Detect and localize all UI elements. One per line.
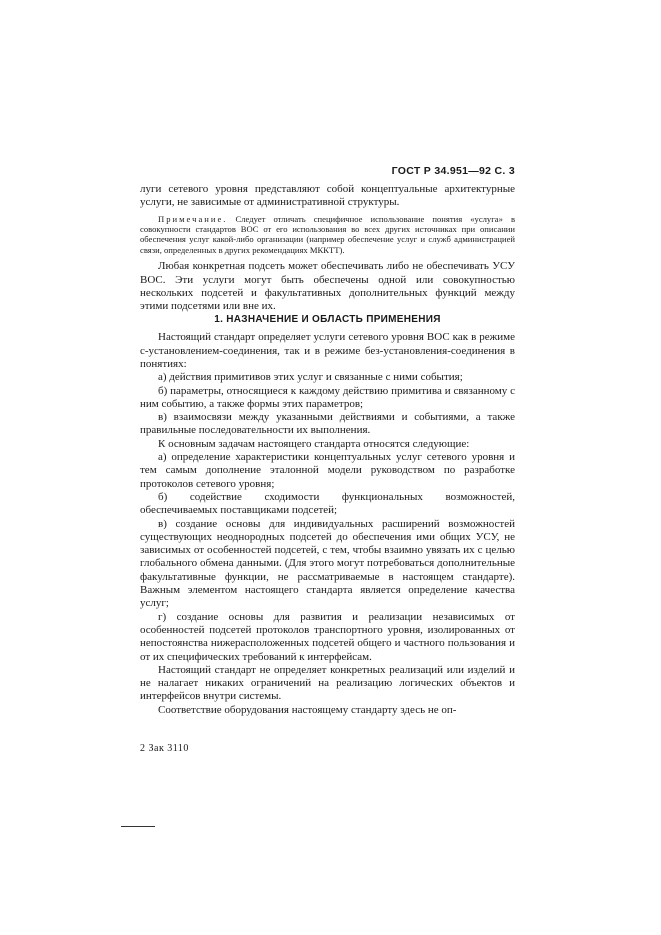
list-item-c: в) взаимосвязи между указанными действиями и событиями, а также правильные последовательности их выполнения. — [140, 411, 515, 437]
section-paragraph: Настоящий стандарт не определяет конкретных реализаций или изделий и не налагает никаких ограничений на реализацию логических объектов и интерфейсов внутри системы. — [140, 663, 515, 703]
paragraph-continuation: луги сетевого уровня представляют собой концептуальные архитектурные услуги, не зависимые от административной структуры. — [140, 183, 515, 209]
note-label: Примечание. — [158, 213, 228, 224]
task-item-d: г) создание основы для развития и реализации независимых от особенностей подсетей протоколов транспортного уровня, изолированных от непостоянства нижерасположенных подсетей общего и частного пользования и от их специфических требований к интерфейсам. — [140, 610, 515, 663]
document-reference: ГОСТ Р 34.951—92 С. 3 — [391, 165, 515, 177]
section-paragraph: Настоящий стандарт определяет услуги сетевого уровня ВОС как в режиме с-установлением-соединения, так и в режиме без-установления-соединения в понятиях: — [140, 331, 515, 370]
section-paragraph: Соответствие оборудования настоящему стандарту здесь не оп- — [158, 703, 457, 716]
section-paragraph: К основным задачам настоящего стандарта относятся следующие: — [158, 437, 470, 450]
list-item-b: б) параметры, относящиеся к каждому действию примитива и связанному с ним событию, а также формы этих параметров; — [140, 384, 515, 410]
list-item-a: а) действия примитивов этих услуг и связанные с ними события; — [158, 371, 463, 384]
section-heading: 1. НАЗНАЧЕНИЕ И ОБЛАСТЬ ПРИМЕНЕНИЯ — [214, 314, 441, 326]
paragraph-intro: Любая конкретная подсеть может обеспечивать либо не обеспечивать УСУ ВОС. Эти услуги могут быть обеспечены одной или совокупностью нескольких подсетей и факультативных дополнительных функций между этими подсетями или вне их. — [140, 260, 515, 313]
print-order-mark: 2 Зак 3110 — [140, 743, 189, 754]
note-text: Следует отличать специфичное использование понятия «услуга» в совокупности стандартов ВОС от его использования во всех других источниках при описании обеспечения услуг какой-либо организации (например обеспечение услуг и служб администрацией связи, определенных в других рекомендациях МККТТ). — [140, 213, 515, 255]
footer-rule — [121, 826, 155, 827]
task-item-c: в) создание основы для индивидуальных расширений возможностей существующих неоднородных подсетей до обеспечения ими общих УСУ, не зависимых от особенностей подсетей, с тем, чтобы взаимно увязать их с целью глобального обмена данными. (Для этого могут потребоваться дополнительные факультативные функции, не рассматриваемые в настоящем стандарте). Важным элементом настоящего стандарта является определение качества услуг; — [140, 517, 515, 610]
task-item-b: б) содействие сходимости функциональных возможностей, обеспечиваемых поставщиками подсетей; — [140, 490, 515, 517]
page-body — [140, 183, 515, 717]
task-item-a: а) определение характеристики концептуальных услуг сетевого уровня и тем самым дополнение эталонной модели руководством по разработке протоколов сетевого уровня; — [140, 451, 515, 490]
note-paragraph — [140, 214, 515, 256]
